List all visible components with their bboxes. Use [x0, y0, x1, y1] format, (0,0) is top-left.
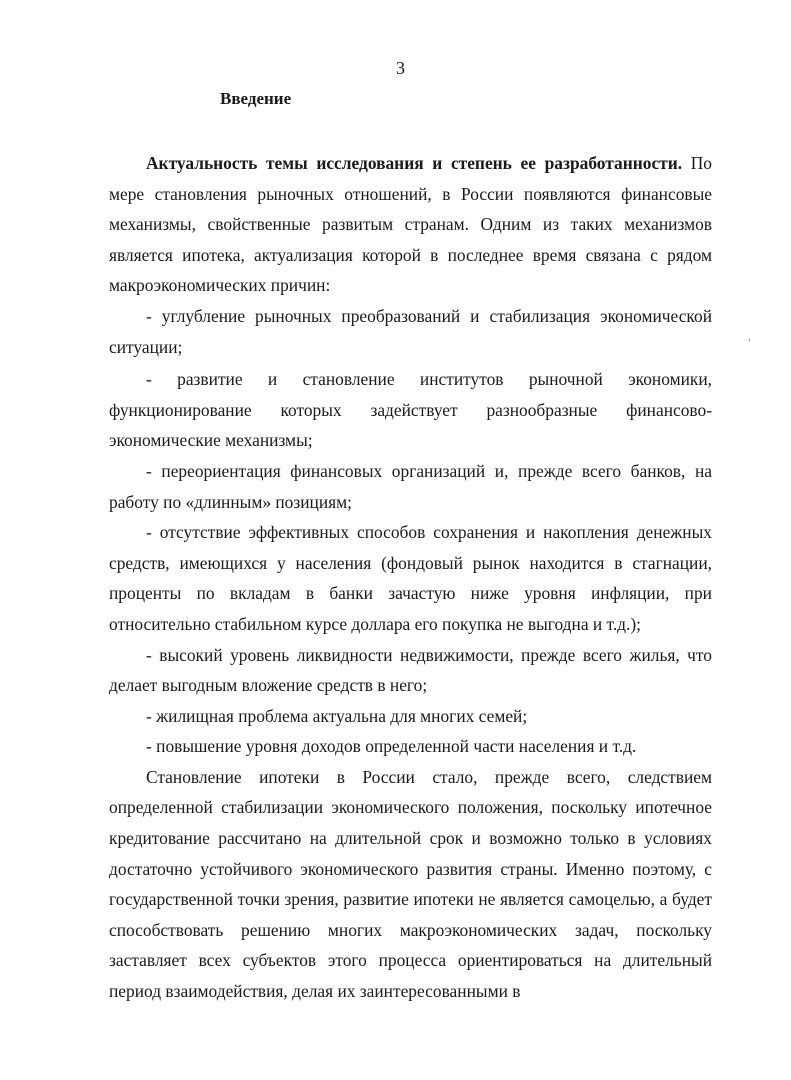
conclusion-paragraph: Становление ипотеки в России стало, прежде всего, следствием определенной стабилизации экономического положения, поскольку ипотечное кредитование рассчитано на длительной срок и возможно только в условиях достаточно устойчивого экономического развития страны. Именно поэтому, с государственной точки зрения, развитие ипотеки не является самоцелью, а будет способствовать решению многих макроэкономических задач, поскольку заставляет всех субъектов этого процесса ориентироваться на длительный период взаимодействия, делая их заинтересованными в [109, 766, 712, 1002]
intro-text: По мере становления рыночных отношений, в России появляются финансовые механизмы, свойственные развитым странам. Одним из таких механизмов является ипотека, актуализация которой в последнее время связана с рядом макроэкономических причин: [109, 153, 712, 296]
body-text [109, 148, 712, 1007]
page-number: 3 [396, 58, 405, 78]
margin-mark: ' [748, 338, 751, 348]
reason-item-7: - повышение уровня доходов определенной части населения и т.д. [146, 736, 637, 757]
reason-item-3: - переориентация финансовых организаций и, прежде всего банков, на работу по «длинным» позициям; [109, 460, 712, 512]
intro-paragraph [109, 148, 712, 301]
reason-item-2: - развитие и становление институтов рыночной экономики, функционирование которых задействует разнообразные финансово-экономические механизмы; [109, 369, 712, 451]
reason-item-1: - углубление рыночных преобразований и стабилизация экономической ситуации; [109, 305, 712, 357]
section-heading: Введение [220, 89, 292, 108]
reason-item-6: - жилищная проблема актуальна для многих семей; [146, 705, 528, 726]
reason-item-5: - высокий уровень ликвидности недвижимости, прежде всего жилья, что делает выгодным вложение средств в него; [109, 644, 712, 696]
reason-item-4: - отсутствие эффективных способов сохранения и накопления денежных средств, имеющихся у населения (фондовый рынок находится в стагнации, проценты по вкладам в банки зачастую ниже уровня инфляции, при относительно стабильном курсе доллара его покупка не выгодна и т.д.); [109, 522, 712, 634]
intro-lead: Актуальность темы исследования и степень ее разработанности. [146, 153, 683, 173]
